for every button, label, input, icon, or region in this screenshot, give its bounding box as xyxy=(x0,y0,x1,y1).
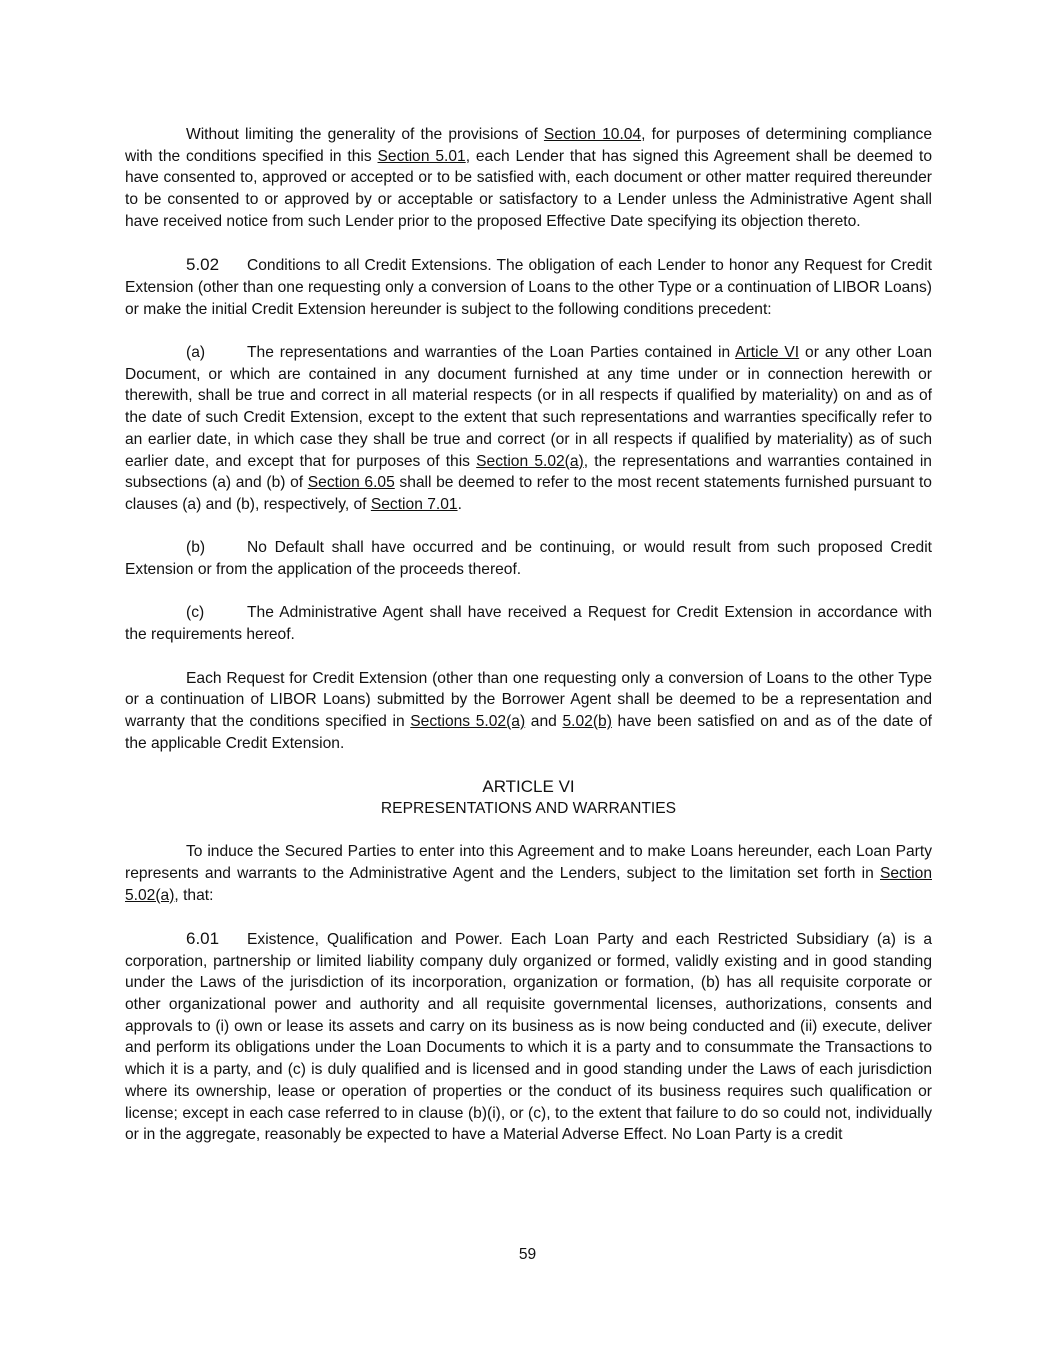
clause-b: (b) No Default shall have occurred and be continuing, or would result from such proposed Credit Extension or from the application of the proceeds thereof. xyxy=(125,539,932,579)
section-reference: Section 6.05 xyxy=(307,474,395,492)
article-title: ARTICLE VI xyxy=(482,777,575,796)
section-reference: Section 5.02(a) xyxy=(476,452,584,470)
section-number: 6.01 xyxy=(186,928,220,948)
paragraph-request-representation: Each Request for Credit Extension (other than one requesting only a conversion of Loans to the other Type or a continuation of LIBOR Loans) submitted by the Borrower Agent shall be deemed to be a representation and warranty that the conditions specified in Sections 5.02(a) and 5.02(b) have been satisfied on and as of the date of the applicable Credit Extension. xyxy=(125,669,932,752)
clause-label: (b) xyxy=(186,539,206,557)
section-number: 5.02 xyxy=(186,255,220,275)
paragraph-inducement: To induce the Secured Parties to enter into this Agreement and to make Loans hereunder, each Loan Party represents and warrants to the Administrative Agent and the Lenders, subject to the limitation set forth in Section 5.02(a), that: xyxy=(125,843,932,904)
paragraph-conditions-waiver: Without limiting the generality of the provisions of Section 10.04, for purposes of determining compliance with the conditions specified in this Section 5.01, each Lender that has signed this Agreement shall be deemed to have consented to, approved or accepted or to be satisfied with, each document or other matter required thereunder to be consented to or approved by or acceptable or satisfactory to a Lender unless the Administrative Agent shall have received notice from such Lender prior to the proposed Effective Date specifying its objection thereto. xyxy=(125,126,932,230)
section-heading: Conditions to all Credit Extensions. xyxy=(247,257,492,275)
section-reference: Section 5.01 xyxy=(377,147,466,165)
section-reference: Section 7.01 xyxy=(370,495,458,513)
section-heading: Existence, Qualification and Power. xyxy=(247,930,503,948)
section-5-02: 5.02 Conditions to all Credit Extensions. The obligation of each Lender to honor any Request for Credit Extension (other than one requesting only a conversion of Loans to the other Type or a continuation of LIBOR Loans) or make the initial Credit Extension hereunder is subject to the following conditions precedent: xyxy=(125,255,932,318)
section-reference: Section 5.02(a) xyxy=(125,864,932,904)
clause-label: (c) xyxy=(186,604,205,622)
section-6-01: 6.01 Existence, Qualification and Power. Each Loan Party and each Restricted Subsidiary (a) is a corporation, partnership or limited liability company duly organized or formed, validly existing and in good standing under the Laws of the jurisdiction of its incorporation, organization or formation, (b) has all requisite corporate or other organizational power and authority and all requisite governmental licenses, authorizations, consents and approvals to (i) own or lease its assets and carry on its business as is now being conducted and (ii) execute, deliver and perform its obligations under the Loan Documents to which it is a party and to consummate the Transactions to which it is a party, and (c) is duly qualified and is licensed and in good standing under the Laws of each jurisdiction where its ownership, lease or operation of properties or the conduct of its business requires such qualification or license; except in each case referred to in clause (b)(i), or (c), to the extent that failure to do so could not, individually or in the aggregate, reasonably be expected to have a Material Adverse Effect. No Loan Party is a credit xyxy=(125,928,933,1144)
article-heading xyxy=(125,776,932,819)
clause-c: (c) The Administrative Agent shall have received a Request for Credit Extension in accordance with the requirements hereof. xyxy=(125,604,932,644)
section-reference: Article VI xyxy=(735,344,800,361)
section-reference: Sections 5.02(a) xyxy=(410,712,526,730)
article-subtitle: REPRESENTATIONS AND WARRANTIES xyxy=(380,799,677,817)
section-reference: 5.02(b) xyxy=(562,712,612,730)
document-page xyxy=(125,124,932,1168)
page-number: 59 xyxy=(518,1246,537,1263)
clause-a: (a) The representations and warranties of the Loan Parties contained in Article VI or any other Loan Document, or which are contained in any document furnished at any time under or in connection herewith or therewith, shall be true and correct in all material respects (or in all respects if qualified by materiality) on and as of the date of such Credit Extension, except to the extent that such representations and warranties specifically refer to an earlier date, in which case they shall be true and correct (or in all respects if qualified by materiality) as of such earlier date, and except that for purposes of this Section 5.02(a), the representations and warranties contained in subsections (a) and (b) of Section 6.05 shall be deemed to refer to the most recent statements furnished pursuant to clauses (a) and (b), respectively, of Section 7.01. xyxy=(125,344,932,513)
section-reference: Section 10.04 xyxy=(543,126,642,143)
clause-label: (a) xyxy=(186,344,206,361)
